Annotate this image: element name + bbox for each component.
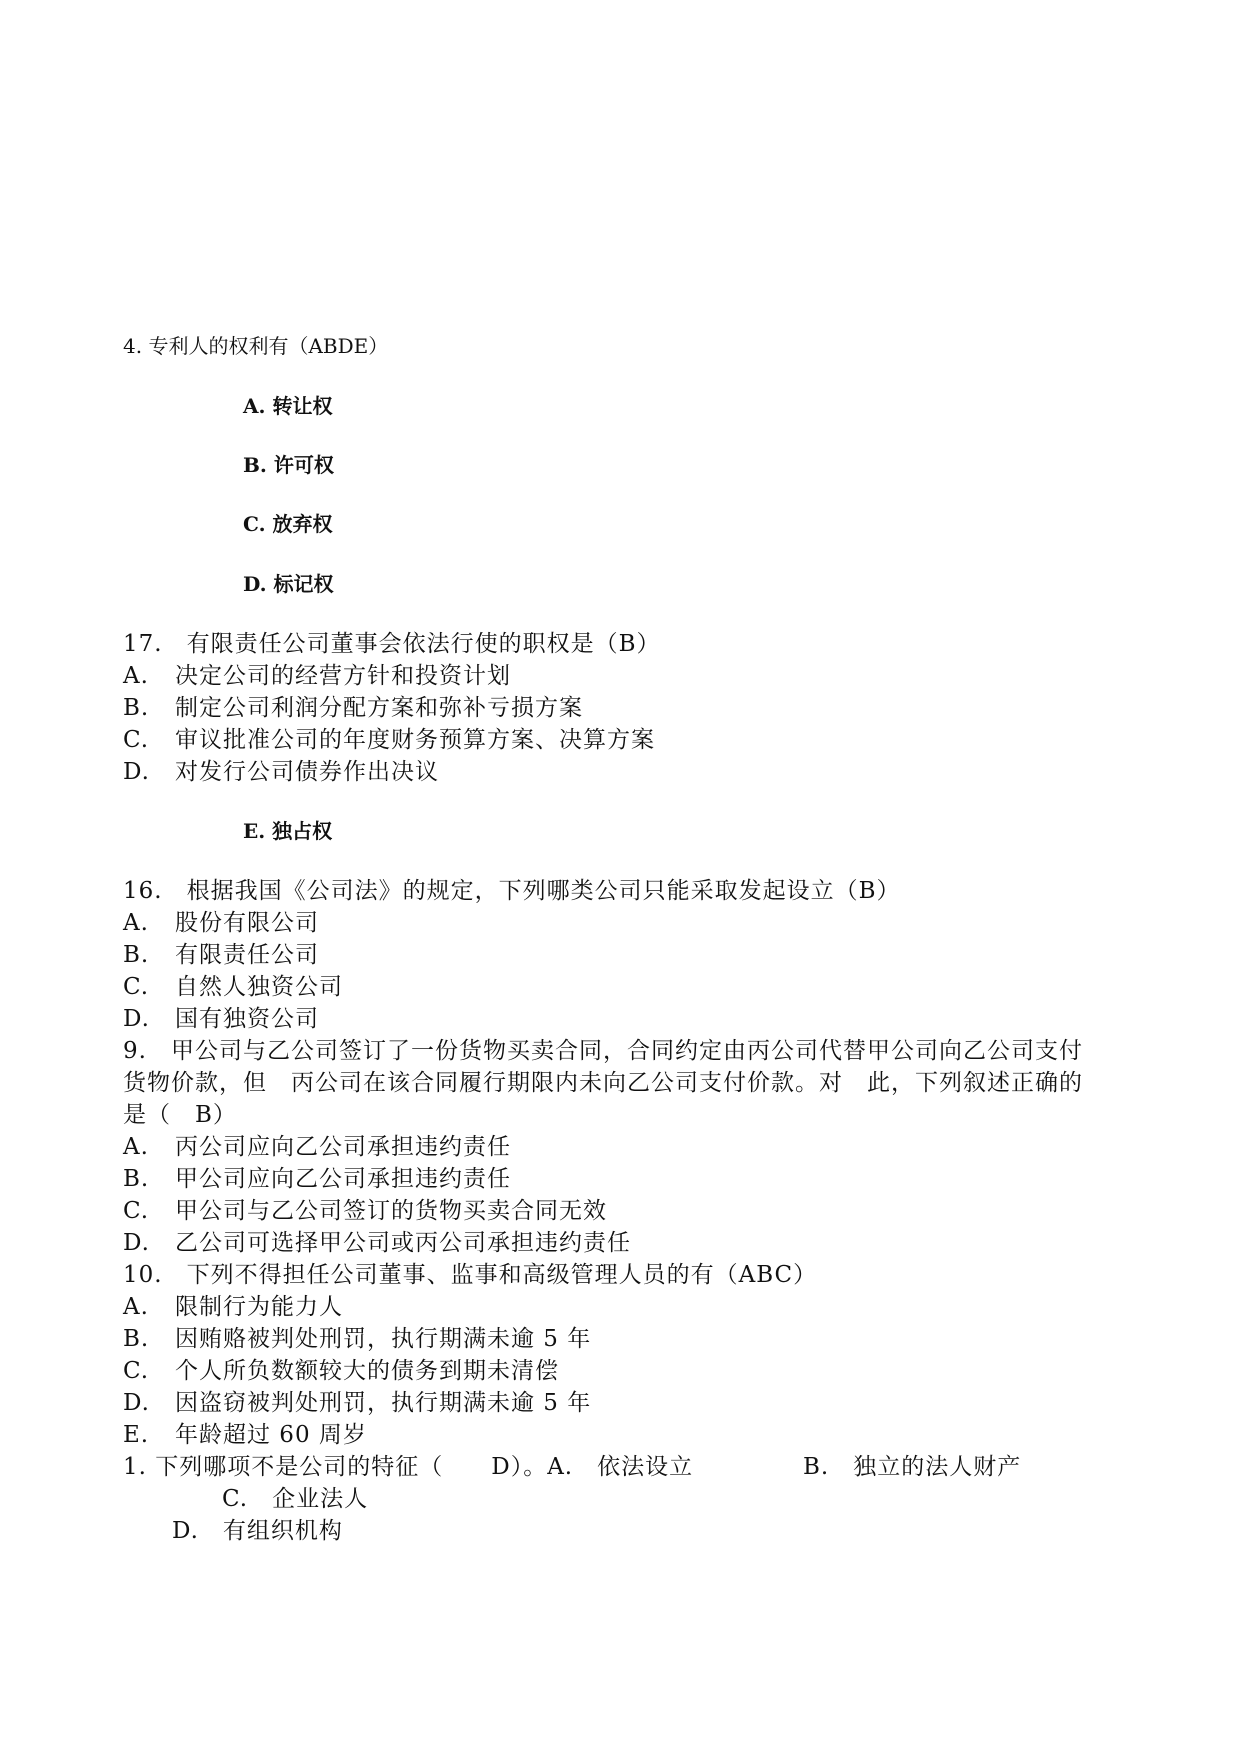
q1-option-b: B. 独立的法人财产 xyxy=(803,1454,1022,1480)
q16-option-d: D. 国有独资公司 xyxy=(123,1006,319,1032)
q9-option-d: D. 乙公司可选择甲公司或丙公司承担违约责任 xyxy=(123,1230,631,1256)
q4-option-a: A. 转让权 xyxy=(243,394,333,418)
q16-option-c: C. 自然人独资公司 xyxy=(123,974,343,1000)
q9-option-a: A. 丙公司应向乙公司承担违约责任 xyxy=(123,1134,511,1160)
q9-stem-line1: 9. 甲公司与乙公司签订了一份货物买卖合同，合同约定由丙公司代替甲公司向乙公司支付 xyxy=(123,1038,1083,1064)
q4-option-c: C. 放弃权 xyxy=(243,512,333,536)
q1-stem: 1. 下列哪项不是公司的特征（ D）。A. 依法设立 xyxy=(123,1454,694,1480)
q17-option-b: B. 制定公司利润分配方案和弥补亏损方案 xyxy=(123,695,583,721)
q9-stem-line3: 是（ B） xyxy=(123,1102,237,1128)
q17-option-a: A. 决定公司的经营方针和投资计划 xyxy=(123,663,511,689)
q16-option-b: B. 有限责任公司 xyxy=(123,942,319,968)
q4-stem: 4. 专利人的权利有（ABDE） xyxy=(123,334,389,358)
q17-option-d: D. 对发行公司债券作出决议 xyxy=(123,759,439,785)
q10-stem: 10. 下列不得担任公司董事、监事和高级管理人员的有（ABC） xyxy=(123,1262,818,1288)
q4-option-d: D. 标记权 xyxy=(243,572,334,596)
q9-option-b: B. 甲公司应向乙公司承担违约责任 xyxy=(123,1166,511,1192)
q1-option-c: C. 企业法人 xyxy=(222,1486,369,1512)
q17-stem: 17. 有限责任公司董事会依法行使的职权是（B） xyxy=(123,631,661,657)
q9-option-c: C. 甲公司与乙公司签订的货物买卖合同无效 xyxy=(123,1198,607,1224)
q10-option-b: B. 因贿赂被判处刑罚，执行期满未逾 5 年 xyxy=(123,1326,592,1352)
q17-option-c: C. 审议批准公司的年度财务预算方案、决算方案 xyxy=(123,727,655,753)
q10-option-a: A. 限制行为能力人 xyxy=(123,1294,343,1320)
q9-stem-line2: 货物价款，但 丙公司在该合同履行期限内未向乙公司支付价款。对 此，下列叙述正确的 xyxy=(123,1070,1083,1096)
q1-option-d: D. 有组织机构 xyxy=(172,1518,343,1544)
q10-option-e: E. 年龄超过 60 周岁 xyxy=(123,1422,367,1448)
q10-option-c: C. 个人所负数额较大的债务到期未清偿 xyxy=(123,1358,559,1384)
q16-option-a: A. 股份有限公司 xyxy=(123,910,319,936)
q16-stem: 16. 根据我国《公司法》的规定，下列哪类公司只能采取发起设立（B） xyxy=(123,878,901,904)
q4-option-b: B. 许可权 xyxy=(243,453,334,477)
q4-option-e: E. 独占权 xyxy=(243,819,333,843)
q10-option-d: D. 因盗窃被判处刑罚，执行期满未逾 5 年 xyxy=(123,1390,592,1416)
